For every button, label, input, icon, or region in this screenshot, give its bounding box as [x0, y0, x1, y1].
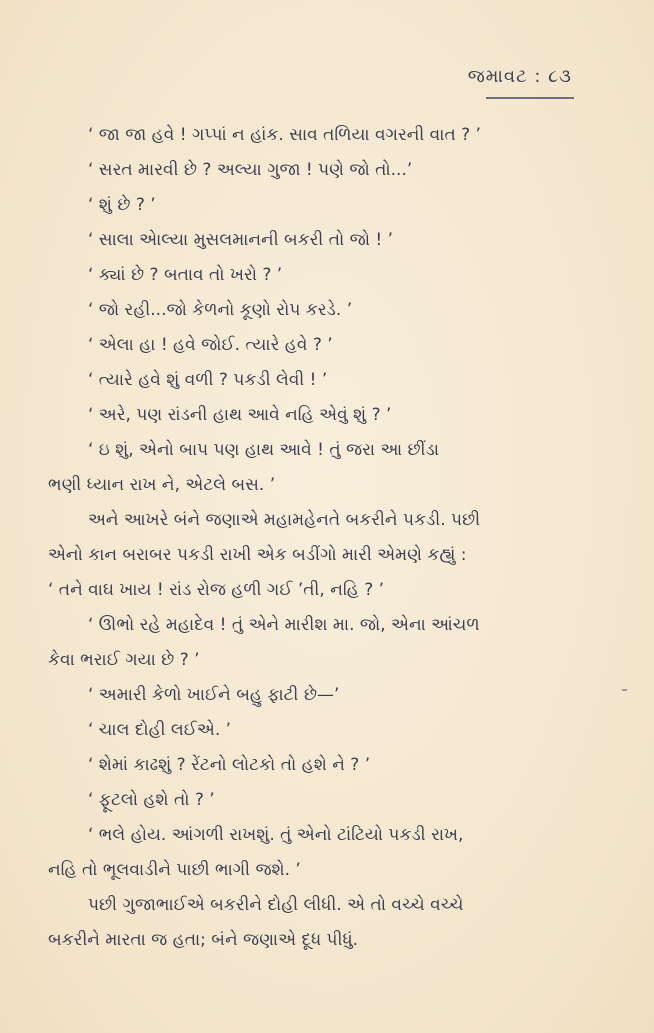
text-line: ‘ ભલે હોય. આંગળી રાખશું. તું એનો ટાંટિયો પકડી રાખ, — [88, 825, 464, 845]
text-line: ‘ ક્યાં છે ? બતાવ તો ખરો ? ’ — [88, 265, 283, 285]
body-text — [48, 118, 618, 958]
header-underline — [486, 97, 574, 99]
text-line: ‘ શેમાં કાઢશું ? રેંટનો લોટકો તો હશે ને ? ’ — [88, 755, 371, 775]
text-line: કેવા ભરાઈ ગયા છે ? ’ — [48, 650, 200, 670]
margin-mark — [622, 689, 627, 691]
text-line: પછી ગુજાભાઈએ બકરીને દોહી લીધી. એ તો વચ્ચે વચ્ચે — [88, 895, 464, 915]
text-line: ‘ શું છે ? ’ — [88, 195, 156, 215]
text-line: ‘ ઊભો રહે મહાદેવ ! તું એને મારીશ મા. જો, એના આંચળ — [88, 615, 480, 635]
text-line: ‘ ઇ શું, એનો બાપ પણ હાથ આવે ! તું જરા આ છીંડા — [88, 440, 439, 460]
running-header: જમાવટ : ૮૩ — [467, 66, 572, 87]
text-line: ‘ જા જા હવે ! ગપ્પાં ન હાંક. સાવ તળિયા વગરની વાત ? ’ — [88, 125, 481, 145]
text-line: ‘ ફૂટલો હશે તો ? ’ — [88, 790, 215, 810]
text-line: અને આખરે બંને જણાએ મહામહેનતે બકરીને પકડી. પછી — [88, 510, 481, 530]
text-line: ‘ સરત મારવી છે ? અલ્યા ગુજા ! પણે જો તો...’ — [88, 160, 413, 180]
text-line: નહિ તો ભૂલવાડીને પાછી ભાગી જશે. ’ — [48, 860, 301, 880]
text-line: ‘ એલા હા ! હવે જોઈ. ત્યારે હવે ? ’ — [88, 335, 333, 355]
text-line: ‘ જો રહી...જો કેળનો કૂણો રોપ કરડે. ’ — [88, 300, 353, 320]
text-line: ‘ અરે, પણ રાંડની હાથ આવે નહિ એવું શું ? ’ — [88, 405, 392, 425]
text-line: ‘ ત્યારે હવે શું વળી ? પકડી લેવી ! ’ — [88, 370, 328, 390]
text-line: બકરીને મારતા જ હતા; બંને જણાએ દૂધ પીધું. — [48, 930, 359, 950]
text-line: ‘ ચાલ દોહી લઈએ. ’ — [88, 720, 232, 740]
text-line: ભણી ધ્યાન રાખ ને, એટલે બસ. ’ — [48, 475, 276, 495]
text-line: એનો કાન બરાબર પકડી રાખી એક બડીંગો મારી એમણે કહ્યું : — [48, 545, 467, 565]
text-line: ‘ અમારી કેળો ખાઈને બહુ ફાટી છે—’ — [88, 685, 340, 705]
text-line: ‘ તને વાઘ ખાય ! રાંડ રોજ હળી ગઈ ’તી, નહિ ? ’ — [48, 580, 385, 600]
text-line: ‘ સાલા એાલ્યા મુસલમાનની બકરી તો જો ! ’ — [88, 230, 393, 250]
